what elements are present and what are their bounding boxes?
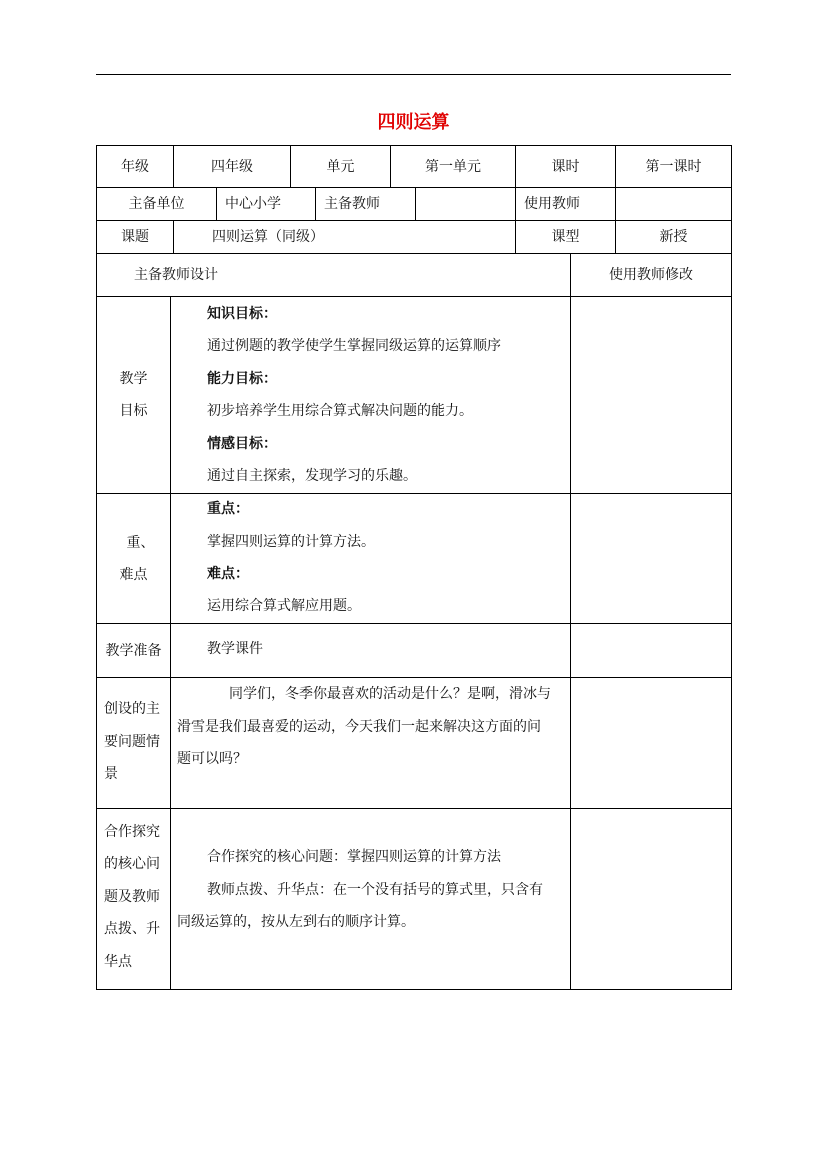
teacher-label: 主备教师 <box>315 187 416 221</box>
ability-goal-title: 能力目标： <box>207 371 277 387</box>
goals-revision <box>570 296 732 494</box>
scenario-revision <box>570 677 732 809</box>
school-label: 主备单位 <box>96 187 217 221</box>
scenario-content <box>170 677 571 809</box>
unit-value: 第一单元 <box>390 145 516 188</box>
grade-label: 年级 <box>96 145 174 188</box>
type-value: 新授 <box>615 220 732 254</box>
lesson-value: 第一课时 <box>615 145 732 188</box>
scenario-text-line: 滑雪是我们最喜爱的运动，今天我们一起来解决这方面的问 <box>177 719 541 735</box>
key-point-title: 重点： <box>207 501 249 517</box>
teacher-value <box>415 187 516 221</box>
preparation-text: 教学课件 <box>207 641 263 657</box>
user-teacher-label: 使用教师 <box>515 187 616 221</box>
knowledge-goal-text: 通过例题的教学使学生掌握同级运算的运算顺序 <box>207 338 501 354</box>
cooperation-label: 合作探究 的核心问 题及教师 点拨、升 华点 <box>96 808 171 990</box>
key-points-revision <box>570 493 732 624</box>
preparation-revision <box>570 623 732 678</box>
goals-content <box>170 296 571 494</box>
key-points-label: 重、 难点 <box>96 493 171 624</box>
preparation-label: 教学准备 <box>96 623 171 678</box>
header-rule <box>96 74 731 75</box>
emotion-goal-title: 情感目标： <box>207 436 277 452</box>
cooperation-content <box>170 808 571 990</box>
grade-value: 四年级 <box>173 145 291 188</box>
scenario-label: 创设的主 要问题情 景 <box>96 677 171 809</box>
document-title: 四则运算 <box>377 112 450 133</box>
design-header-right: 使用教师修改 <box>570 253 732 297</box>
cooperation-text-line: 同级运算的，按从左到右的顺序计算。 <box>177 914 415 930</box>
cooperation-text-line: 合作探究的核心问题：掌握四则运算的计算方法 <box>207 849 501 865</box>
goals-label: 教学 目标 <box>96 296 171 494</box>
lesson-label: 课时 <box>515 145 616 188</box>
emotion-goal-text: 通过自主探索，发现学习的乐趣。 <box>207 468 417 484</box>
topic-value: 四则运算（同级） <box>173 220 516 254</box>
unit-label: 单元 <box>290 145 391 188</box>
knowledge-goal-title: 知识目标： <box>207 306 277 322</box>
preparation-content <box>170 623 571 678</box>
ability-goal-text: 初步培养学生用综合算式解决问题的能力。 <box>207 403 473 419</box>
user-teacher-value <box>615 187 732 221</box>
difficult-point-text: 运用综合算式解应用题。 <box>207 598 361 614</box>
type-label: 课型 <box>515 220 616 254</box>
cooperation-text-line: 教师点拨、升华点：在一个没有括号的算式里，只含有 <box>207 882 543 898</box>
key-points-content <box>170 493 571 624</box>
topic-label: 课题 <box>96 220 174 254</box>
difficult-point-title: 难点： <box>207 566 249 582</box>
design-header-left: 主备教师设计 <box>96 253 571 297</box>
scenario-text-line: 同学们，冬季你最喜欢的活动是什么？是啊，滑冰与 <box>229 686 551 702</box>
cooperation-revision <box>570 808 732 990</box>
school-value: 中心小学 <box>216 187 316 221</box>
key-point-text: 掌握四则运算的计算方法。 <box>207 534 375 550</box>
scenario-text-line: 题可以吗？ <box>177 751 247 767</box>
